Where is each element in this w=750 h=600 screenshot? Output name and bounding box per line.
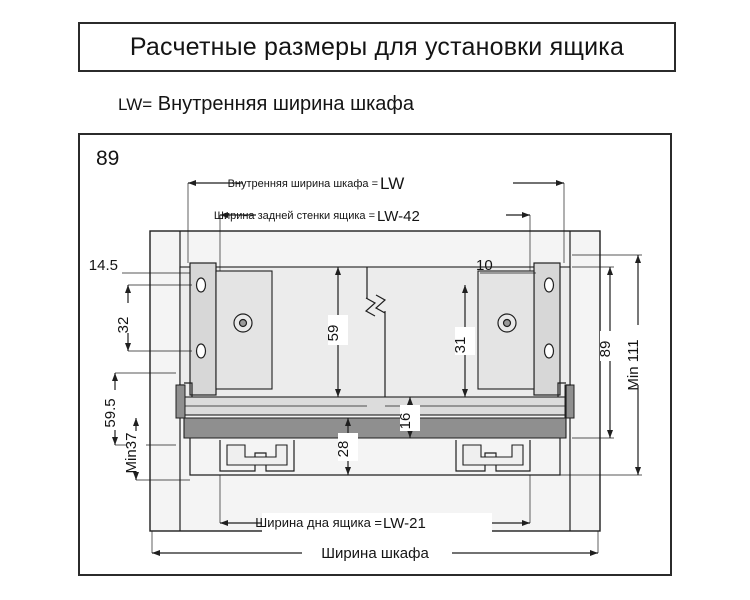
- technical-drawing: [80, 135, 670, 574]
- label-cabinet-width: Ширина шкафа: [321, 545, 429, 562]
- label-back-wall-width-value: LW-42: [377, 208, 420, 225]
- page-title: Расчетные размеры для установки ящика: [129, 32, 625, 61]
- legend-lw-code: LW=: [118, 95, 153, 114]
- label-cabinet-inner-width-value: LW: [380, 174, 405, 193]
- dim-10: 10: [476, 257, 493, 274]
- dim-31: 31: [452, 336, 469, 354]
- dim-89: 89: [597, 340, 614, 358]
- page-title-box: [78, 22, 676, 72]
- dim-28: 28: [335, 440, 352, 458]
- dim-59: 59: [325, 324, 342, 342]
- runner-profile: [184, 418, 566, 438]
- diagram-frame: [78, 133, 672, 576]
- dim-min111: Min 111: [625, 339, 642, 391]
- dim-min37: Min37: [123, 432, 140, 474]
- legend-lw: [118, 93, 414, 116]
- dim-59-5: 59.5: [102, 398, 119, 428]
- label-back-wall-width: Ширина задней стенки ящика =: [213, 210, 375, 222]
- label-cabinet-inner-width: Внутренняя ширина шкафа =: [227, 178, 378, 190]
- label-bottom-width-value: LW-21: [383, 515, 426, 532]
- label-bottom-width: Ширина дна ящика =: [255, 515, 382, 530]
- corner-number: 89: [96, 147, 120, 170]
- legend-lw-text: Внутренняя ширина шкафа: [152, 93, 414, 115]
- dim-14-5: 14.5: [88, 257, 118, 274]
- dim-32: 32: [115, 316, 132, 334]
- dim-16: 16: [397, 412, 414, 430]
